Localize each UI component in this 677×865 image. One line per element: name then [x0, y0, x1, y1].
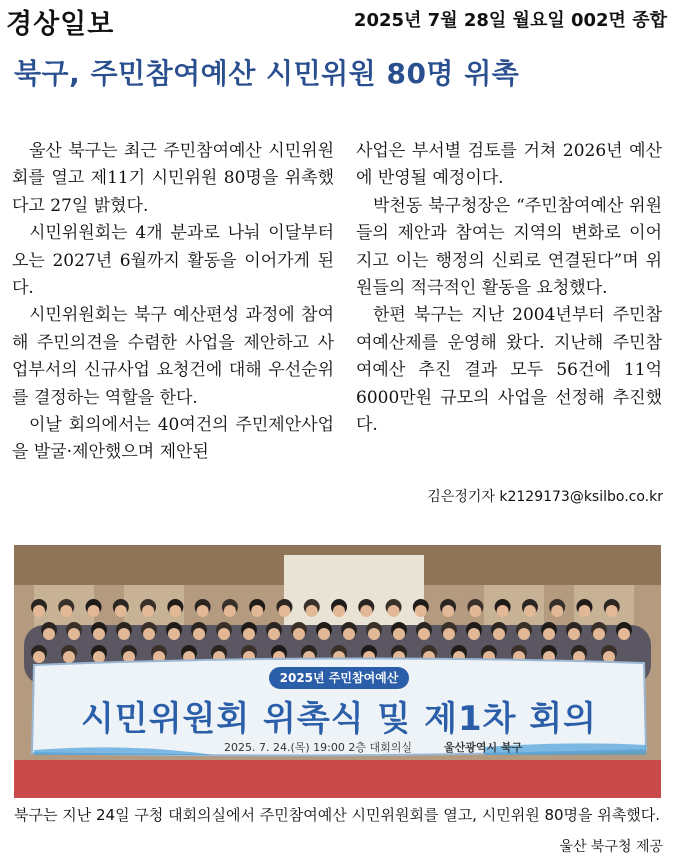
crowd-face: [93, 651, 105, 663]
article-column-left: [12, 138, 334, 467]
crowd-face: [606, 605, 618, 617]
crowd-face: [118, 628, 130, 640]
crowd-face: [60, 605, 72, 617]
crowd-face: [43, 628, 55, 640]
crowd-face: [197, 605, 209, 617]
crowd-face: [143, 628, 155, 640]
crowd-face: [243, 628, 255, 640]
crowd-face: [278, 605, 290, 617]
crowd-face: [268, 628, 280, 640]
reporter-byline: 김은정기자 k2129173@ksilbo.co.kr: [427, 489, 663, 505]
crowd-face: [443, 628, 455, 640]
crowd-face: [333, 605, 345, 617]
crowd-face: [251, 605, 263, 617]
crowd-face: [224, 605, 236, 617]
article-headline: 북구, 주민참여예산 시민위원 80명 위촉: [14, 57, 520, 90]
crowd-face: [218, 628, 230, 640]
crowd-face: [418, 628, 430, 640]
masthead: [0, 0, 677, 40]
crowd-face: [68, 628, 80, 640]
crowd-face: [318, 628, 330, 640]
article-paragraph: 시민위원회는 4개 분과로 나눠 이달부터 오는 2027년 6월까지 활동을 이어가게 된다.: [12, 223, 334, 299]
crowd-face: [593, 628, 605, 640]
banner-subtitle: 2025년 주민참여예산: [279, 671, 399, 685]
article-paragraph-continued: 사업은 부서별 검토를 거쳐 2026년 예산에 반영될 예정이다.: [356, 141, 662, 189]
crowd-face: [142, 605, 154, 617]
crowd-face: [33, 605, 45, 617]
crowd-face: [193, 628, 205, 640]
article-paragraph: 박천동 북구청장은 “주민참여예산 위원들의 제안과 참여는 지역의 변화로 이어지고 이는 행정의 신뢰로 연결된다”며 위원들의 적극적인 활동을 요청했다.: [356, 195, 662, 299]
crowd-face: [388, 605, 400, 617]
crowd-face: [293, 628, 305, 640]
crowd-face: [568, 628, 580, 640]
article-paragraph: 시민위원회는 북구 예산편성 과정에 참여해 주민의견을 수렴한 사업을 제안하고 사업부서의 신규사업 요청건에 대해 우선순위를 결정하는 역할을 한다.: [12, 305, 334, 408]
banner-date: 2025. 7. 24.(목) 19:00 2층 대회의실: [224, 741, 412, 754]
photo-credit: 울산 북구청 제공: [559, 839, 663, 855]
crowd-face: [469, 605, 481, 617]
banner-title: 시민위원회 위촉식 및 제1차 회의: [81, 699, 597, 739]
crowd-face: [393, 628, 405, 640]
group-photo: [14, 545, 661, 798]
crowd-face: [33, 651, 45, 663]
crowd-face: [115, 605, 127, 617]
crowd-face: [551, 605, 563, 617]
photo-caption: 북구는 지난 24일 구청 대회의실에서 주민참여예산 시민위원회를 열고, 시민위원 80명을 위촉했다.: [14, 806, 661, 824]
article-paragraph: 한편 북구는 지난 2004년부터 주민참여예산제를 운영해 왔다. 지난해 주민참여예산 추진 결과 모두 56건에 11억6000만원 규모의 사업을 선정해 추진했다.: [356, 305, 662, 436]
crowd-face: [493, 628, 505, 640]
crowd-face: [63, 651, 75, 663]
crowd-face: [618, 628, 630, 640]
article-paragraph: 이날 회의에서는 40여건의 주민제안사업을 발굴·제안했으며 제안된: [12, 415, 334, 463]
issue-date-line: 2025년 7월 28일 월요일 002면 종합: [353, 10, 667, 31]
crowd-face: [543, 628, 555, 640]
article-paragraph: 울산 북구는 최근 주민참여예산 시민위원회를 열고 제11기 시민위원 80명을 위촉했다고 27일 밝혔다.: [12, 141, 334, 216]
crowd-face: [93, 628, 105, 640]
crowd-face: [169, 605, 181, 617]
crowd-face: [415, 605, 427, 617]
banner-organization: 울산광역시 북구: [444, 741, 523, 754]
crowd-face: [578, 605, 590, 617]
crowd-face: [518, 628, 530, 640]
crowd-face: [524, 605, 536, 617]
crowd-face: [442, 605, 454, 617]
crowd-face: [168, 628, 180, 640]
crowd-face: [468, 628, 480, 640]
crowd-face: [360, 605, 372, 617]
crowd-face: [88, 605, 100, 617]
crowd-face: [497, 605, 509, 617]
crowd-face: [306, 605, 318, 617]
article-column-right: [356, 138, 662, 439]
newspaper-name: 경상일보: [6, 9, 115, 40]
crowd-face: [368, 628, 380, 640]
crowd-face: [343, 628, 355, 640]
